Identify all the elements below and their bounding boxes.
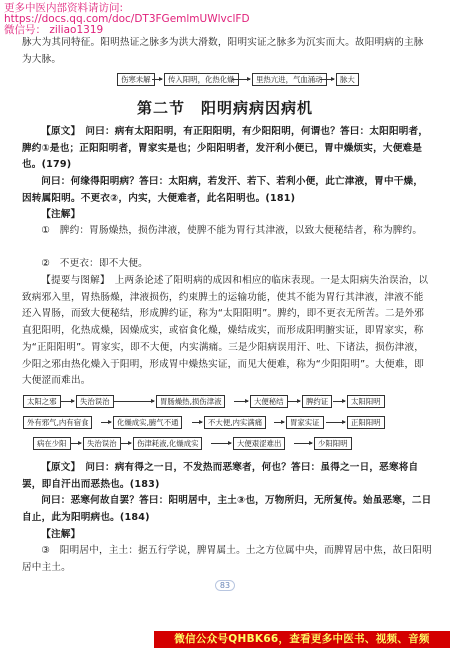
flow2-connector	[114, 401, 154, 402]
watermark-line-1: 更多中医内部资料请访问:	[4, 2, 124, 14]
flow2-r3-node-2: 失治误治	[83, 437, 121, 450]
arrow-icon	[78, 441, 82, 445]
flow1-node-3: 里热亢进，气血涌动	[252, 73, 327, 86]
analysis-paragraph: 【提要与图解】 上两条论述了阳明病的成因和相应的临床表现。一是太阳病失治误治，以致病邪入里，胃热肠燥，津液损伤，约束脾土的运输功能，使其不能为胃行其津液，津液不能还入胃肠，而致大便秘结，形成脾约证，称为“太阳阳明”。脾约，即不更衣无所苦。二是外邪直犯阳明，化热成燥，因燥成实，或宿食化燥，燥结成实，而形成阳明腑实证，即胃家实，称为“正阳阳明”。胃家实，即不大便，内实满痛。三是少阳病误用汗、吐、下诸法，损伤津液，少阳之邪由热化燥入于阳明，形成胃中燥热实证，而见大便难，称为“少阳阳明”。大便难，即大便涩而难出。	[22, 275, 429, 387]
flow2-r2-node-4: 胃家实证	[286, 416, 324, 429]
arrow-icon	[297, 399, 301, 403]
arrow-icon	[342, 420, 346, 424]
arrow-icon	[309, 441, 313, 445]
arrow-icon	[71, 399, 75, 403]
flow1-node-2: 传入阳明，化热化燥	[164, 73, 239, 86]
arrow-icon	[128, 441, 132, 445]
flow2-r2-node-1: 外有邪气,内有宿食	[23, 416, 92, 429]
flow2-r2-node-5: 正阳阳明	[347, 416, 385, 429]
yuanwen-184: 问曰：恶寒何故自罢？答曰：阳明居中，主土③也，万物所归，无所复传。始虽恶寒，二日自止，此为阳明病也。(184)	[22, 495, 432, 523]
section-title: 第二节 阳明病病因病机	[136, 99, 313, 117]
flow1-node-4: 脉大	[336, 73, 359, 86]
arrow-icon	[159, 77, 163, 81]
arrow-icon	[281, 420, 285, 424]
note-1: ① 脾约：胃肠燥热，损伤津液，使脾不能为胃行其津液，以致大便秘结者，称为脾约。	[41, 225, 423, 236]
flow2-r2-node-3: 不大便,内实满痛	[204, 416, 266, 429]
arrow-icon	[199, 420, 203, 424]
flow2-r1-node-5: 脾约证	[302, 395, 332, 408]
yuanwen-179: 【原文】 问曰：病有太阳阳明，有正阳阳明，有少阳阳明，何谓也？答曰：太阳阳明者，脾约①是也；正阳阳明者，胃家实是也；少阳阳明者，发汗利小便已，胃中燥烦实，大便难是也。(179)	[22, 126, 429, 171]
flow2-r1-node-4: 大便秘结	[250, 395, 288, 408]
note-2: ② 不更衣：即不大便。	[41, 258, 148, 269]
arrow-icon	[245, 399, 249, 403]
arrow-icon	[108, 420, 112, 424]
arrow-icon	[331, 77, 335, 81]
flow2-r3-node-5: 少阳阳明	[314, 437, 352, 450]
page-footer	[0, 580, 450, 591]
zhujie-label-2: 【注解】	[41, 529, 81, 540]
flow1-node-1: 伤寒未解	[117, 73, 155, 86]
watermark-wechat: 微信号： ziliao1319	[4, 24, 104, 36]
flow2-r3-node-1: 病在少阳	[33, 437, 71, 450]
flow2-r1-node-6: 太阳阳明	[347, 395, 385, 408]
arrow-icon	[342, 399, 346, 403]
arrow-icon	[247, 77, 251, 81]
note-3: ③ 阳明居中，主土：据五行学说，脾胃属土。土之方位属中央，而脾胃居中焦，故曰阳明居中主土。	[22, 545, 432, 573]
flow2-r3-node-3: 伤津耗液,化燥成实	[133, 437, 202, 450]
intro-paragraph-tail: 脉大为其同特征。阳明热证之脉多为洪大滑数，阳明实证之脉多为沉实而大。故阳明病的主脉为大脉。	[22, 37, 424, 65]
flow2-r2-node-2: 化燥成实,腑气不通	[113, 416, 182, 429]
arrow-icon	[151, 399, 155, 403]
yuanwen-183: 【原文】 问曰：病有得之一日，不发热而恶寒者，何也？答曰：虽得之一日，恶寒将自罢，即自汗出而恶热也。(183)	[22, 462, 419, 490]
zhujie-label-1: 【注解】	[41, 209, 81, 220]
arrow-icon	[228, 441, 232, 445]
flow2-r1-node-3: 胃肠燥热,损伤津液	[156, 395, 225, 408]
flow2-r1-node-1: 太阳之邪	[23, 395, 61, 408]
watermark-link[interactable]: https://docs.qq.com/doc/DT3FGemlmUWlvclFD	[4, 13, 250, 25]
flow2-r3-node-4: 大便艰涩难出	[233, 437, 285, 450]
yuanwen-181: 问曰：何缘得阳明病？答曰：太阳病，若发汗、若下、若利小便，此亡津液，胃中干燥，因转属阳明。不更衣②，内实，大便难者，此名阳明也。(181)	[22, 176, 424, 204]
flow2-r1-node-2: 失治误治	[76, 395, 114, 408]
page-number: 83	[215, 580, 235, 591]
wechat-banner[interactable]: 微信公众号QHBK66，查看更多中医书、视频、音频	[154, 631, 450, 648]
